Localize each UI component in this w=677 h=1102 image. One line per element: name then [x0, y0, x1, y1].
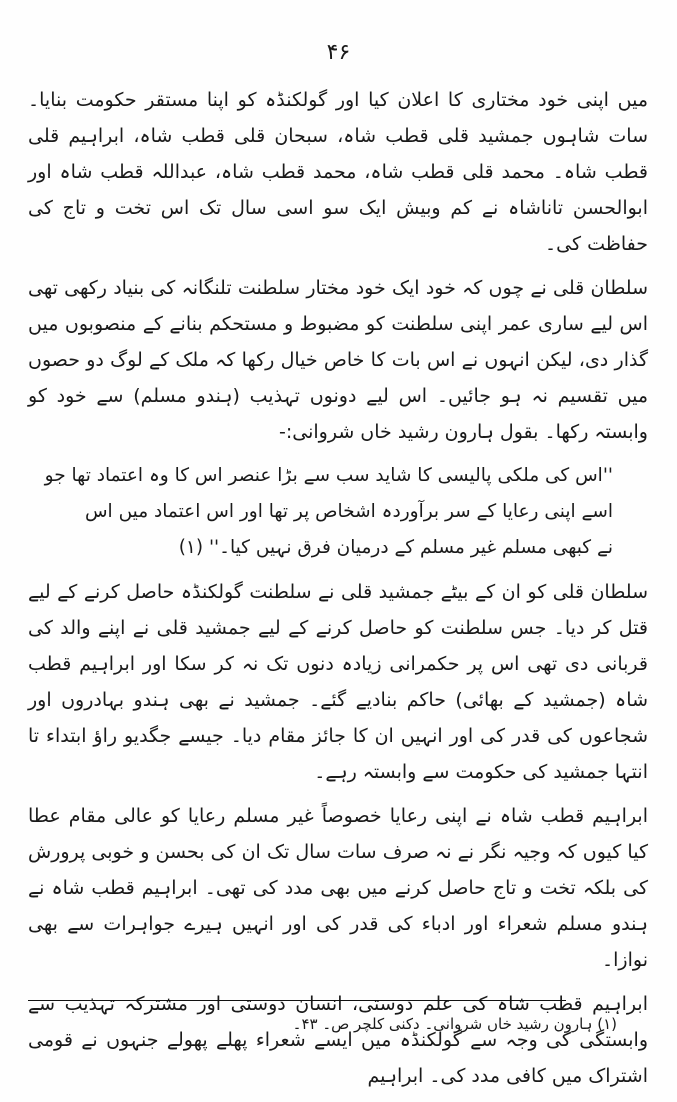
- quote-line: نے کبھی مسلم غیر مسلم کے درمیان فرق نہیں کیا۔'' (۱): [178, 537, 613, 558]
- quote-line: ''اس کی ملکی پالیسی کا شاید سب سے بڑا عنصر اس کا وہ اعتماد تھا جو: [44, 465, 613, 486]
- quote-line: اسے اپنی رعایا کے سر برآوردہ اشخاص پر تھا اور اس اعتماد میں اس: [84, 501, 613, 522]
- paragraph: ابراہیم قطب شاہ کی علم دوستی، انسان دوستی اور مشترکہ تہذیب سے وابستگی کی وجہ سے گولکنڈہ میں ایسے شعراء پھلے پھولے جنہوں نے قومی اشتراک میں کافی مدد کی۔ ابراہیم: [28, 993, 648, 1087]
- block-quote: [28, 458, 648, 566]
- footnote-rule: [28, 1000, 566, 1001]
- paragraph: ابراہیم قطب شاہ نے اپنی رعایا خصوصاً غیر مسلم رعایا کو عالی مقام عطا کیا کیوں کہ وجیہ نگر نے نہ صرف سات سال تک ان کی بحسن و خوبی پرورش کی بلکہ تخت و تاج حاصل کرنے میں بھی مدد کی تھی۔ ابراہیم قطب شاہ نے ہندو مسلم شعراء اور ادباء کی قدر کی اور انہیں ہیرے جواہرات سے بھی نوازا۔: [28, 805, 648, 971]
- page-number: ۴۶: [326, 40, 351, 65]
- paragraph: میں اپنی خود مختاری کا اعلان کیا اور گولکنڈہ کو اپنا مستقر حکومت بنایا۔ سات شاہوں جمشید قلی قطب شاہ، سبحان قلی قطب شاہ، ابراہیم قلی قطب شاہ۔ محمد قلی قطب شاہ، محمد قطب شاہ، عبداللہ قطب شاہ اور ابوالحسن تاناشاہ نے کم وبیش ایک سو اسی سال تک اس تخت و تاج کی حفاظت کی۔: [28, 89, 648, 255]
- paragraph: سلطان قلی کو ان کے بیٹے جمشید قلی نے سلطنت گولکنڈہ حاصل کرنے کے لیے قتل کر دیا۔ جس سلطنت کو حاصل کرنے کے لیے جمشید قلی نے اپنے والد کی قربانی دی تھی اس پر حکمرانی زیادہ دنوں تک نہ کر سکا اور ابراہیم قطب شاہ (جمشید کے بھائی) حاکم بنادیے گئے۔ جمشید نے بھی ہندو بہادروں اور شجاعوں کی قدر کی اور انہیں ان کا جائز مقام دیا۔ جیسے جگدیو راؤ ابتداء تا انتہا جمشید کی حکومت سے وابستہ رہے۔: [28, 581, 648, 783]
- body-text: [28, 82, 648, 1102]
- footnote: (۱) ہارون رشید خاں شروانی۔ دکنی کلچر ص۔ ۴۳۔: [292, 1015, 617, 1033]
- paragraph: سلطان قلی نے چوں کہ خود ایک خود مختار سلطنت تلنگانہ کی بنیاد رکھی تھی اس لیے ساری عمر اپنی سلطنت کو مضبوط و مستحکم بنانے کے منصوبوں میں گذار دی، لیکن انہوں نے اس بات کا خاص خیال رکھا کہ ملک کے لوگ دو حصوں میں تقسیم نہ ہو جائیں۔ اس لیے دونوں تہذیب (ہندو مسلم) سے خود کو وابستہ رکھا۔ بقول ہارون رشید خاں شروانی:-: [28, 277, 648, 443]
